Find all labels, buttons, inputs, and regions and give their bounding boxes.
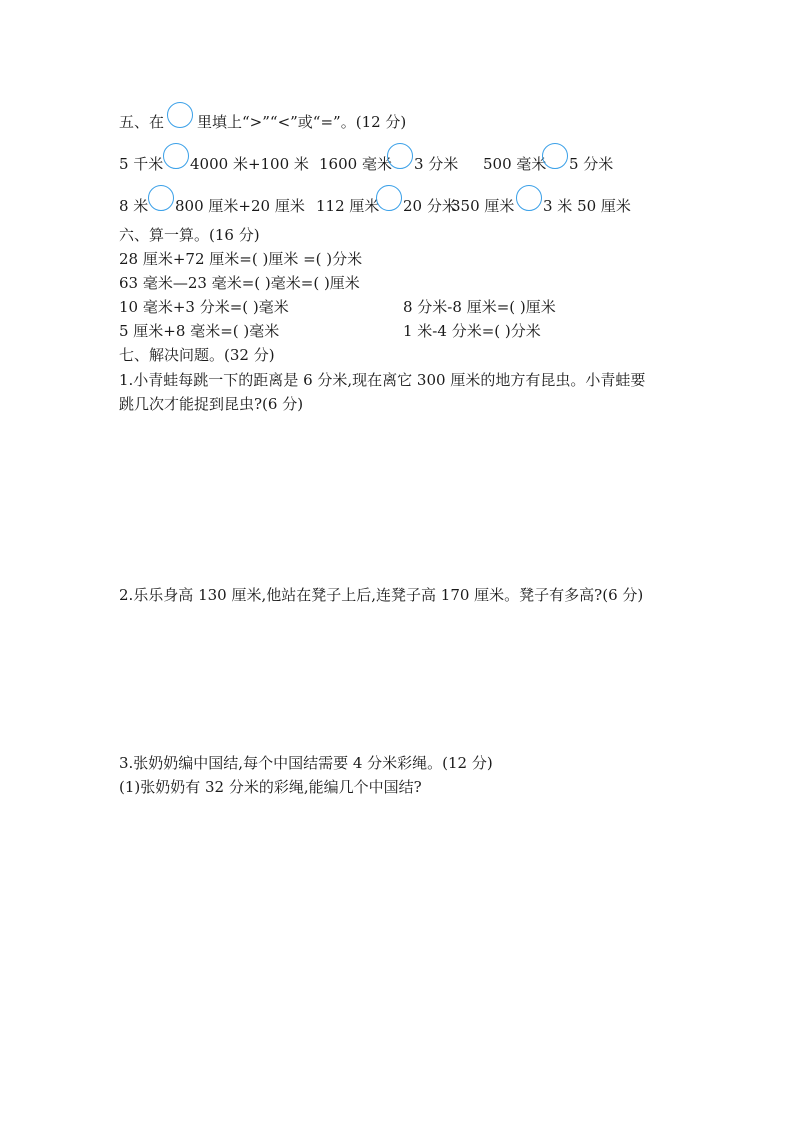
section7-title: 七、解决问题。(32 分) [119, 346, 275, 364]
row2-b-left: 112 厘米 [316, 197, 380, 215]
problem1-line1: 1.小青蛙每跳一下的距离是 6 分米,现在离它 300 厘米的地方有昆虫。小青蛙要 [119, 371, 646, 389]
compare-circle-2[interactable] [387, 143, 413, 169]
row2-a-right: 800 厘米+20 厘米 [175, 197, 305, 215]
row2-a-left: 8 米 [119, 197, 149, 215]
problem2: 2.乐乐身高 130 厘米,他站在凳子上后,连凳子高 170 厘米。凳子有多高?(6 分) [119, 586, 644, 604]
row1-a-left: 5 千米 [119, 155, 164, 173]
compare-circle-6[interactable] [516, 185, 542, 211]
row2-c-right: 3 米 50 厘米 [543, 197, 631, 215]
row2-b-right: 20 分米 [403, 197, 457, 215]
row1-a-right: 4000 米+100 米 [190, 155, 309, 173]
calc-q2: 63 毫米—23 毫米=( )毫米=( )厘米 [119, 274, 360, 292]
section5-title-post: 里填上“>”“<”或“=”。(12 分) [197, 113, 407, 131]
calc-q5: 5 厘米+8 毫米=( )毫米 [119, 322, 280, 340]
calc-q4: 8 分米-8 厘米=( )厘米 [403, 298, 556, 316]
calc-q1: 28 厘米+72 厘米=( )厘米 =( )分米 [119, 250, 363, 268]
calc-q6: 1 米-4 分米=( )分米 [403, 322, 541, 340]
section5-title-pre: 五、在 [119, 113, 165, 131]
row1-b-left: 1600 毫米 [319, 155, 392, 173]
compare-circle-3[interactable] [542, 143, 568, 169]
compare-circle-1[interactable] [163, 143, 189, 169]
calc-q3: 10 毫米+3 分米=( )毫米 [119, 298, 289, 316]
row2-c-left: 350 厘米 [451, 197, 515, 215]
problem3-sub1: (1)张奶奶有 32 分米的彩绳,能编几个中国结? [119, 778, 422, 796]
compare-circle-4[interactable] [148, 185, 174, 211]
compare-circle-title [167, 102, 193, 128]
section6-title: 六、算一算。(16 分) [119, 226, 260, 244]
compare-circle-5[interactable] [376, 185, 402, 211]
row1-c-right: 5 分米 [569, 155, 614, 173]
problem1-line2: 跳几次才能捉到昆虫?(6 分) [119, 395, 304, 413]
row1-c-left: 500 毫米 [483, 155, 547, 173]
problem3: 3.张奶奶编中国结,每个中国结需要 4 分米彩绳。(12 分) [119, 754, 493, 772]
row1-b-right: 3 分米 [414, 155, 459, 173]
